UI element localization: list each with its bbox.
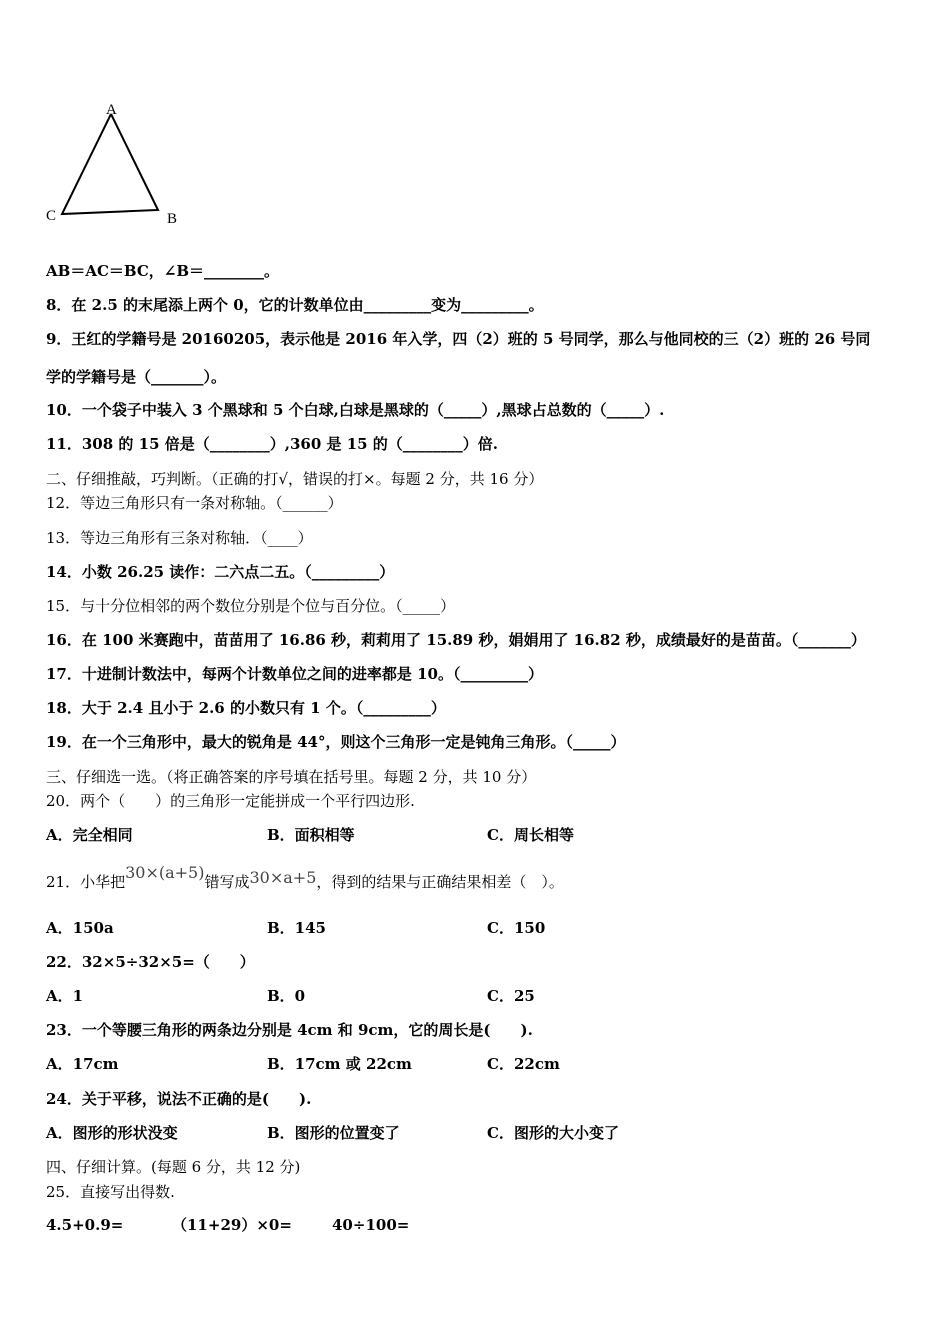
section-2-heading: 二、仔细推敲，巧判断。（正确的打√，错误的打×。每题 2 分，共 16 分） bbox=[46, 470, 544, 488]
question-24-stem: 24．关于平移，说法不正确的是( ). bbox=[46, 1090, 312, 1108]
triangle-shape bbox=[62, 114, 158, 214]
question-19: 19．在一个三角形中，最大的锐角是 44°，则这个三角形一定是钝角三角形。（_____） bbox=[46, 733, 626, 751]
question-15: 15．与十分位相邻的两个数位分别是个位与百分位。（_____） bbox=[46, 597, 456, 615]
question-9-line1: 9．王红的学籍号是 20160205，表示他是 2016 年入学，四（2）班的 5 号同学，那么与他同校的三（2）班的 26 号同 bbox=[46, 330, 871, 348]
q21-stem-pre: 21．小华把 bbox=[46, 873, 126, 891]
vertex-c-label: C bbox=[46, 208, 57, 224]
question-23-stem: 23．一个等腰三角形的两条边分别是 4cm 和 9cm，它的周长是( ). bbox=[46, 1021, 533, 1039]
question-18: 18．大于 2.4 且小于 2.6 的小数只有 1 个。（_________） bbox=[46, 699, 446, 717]
question-25-stem: 25．直接写出得数. bbox=[46, 1183, 175, 1201]
q21-stem-post: ，得到的结果与正确结果相差（ ）。 bbox=[316, 873, 564, 891]
q25-expression-2: （11+29）×0= bbox=[172, 1216, 292, 1234]
question-20-stem: 20．两个（ ）的三角形一定能拼成一个平行四边形. bbox=[46, 792, 415, 810]
q20-option-c: C．周长相等 bbox=[487, 826, 574, 844]
q22-option-a: A．1 bbox=[46, 987, 84, 1005]
question-10: 10．一个袋子中装入 3 个黑球和 5 个白球,白球是黑球的（_____）,黑球占总数的（_____）. bbox=[46, 401, 665, 419]
q21-option-c: C．150 bbox=[487, 919, 546, 937]
q21-option-b: B．145 bbox=[267, 919, 326, 937]
q24-option-a: A．图形的形状没变 bbox=[46, 1124, 178, 1142]
q25-expression-3: 40÷100= bbox=[332, 1216, 410, 1234]
section-3-heading: 三、仔细选一选。（将正确答案的序号填在括号里。每题 2 分，共 10 分） bbox=[46, 768, 537, 786]
q21-formula-correct: 30×(a+5) bbox=[125, 863, 205, 882]
question-13: 13．等边三角形有三条对称轴．（____） bbox=[46, 529, 313, 547]
q23-option-a: A．17cm bbox=[46, 1055, 119, 1073]
question-16: 16．在 100 米赛跑中，苗苗用了 16.86 秒，莉莉用了 15.89 秒，娟娟用了 16.82 秒，成绩最好的是苗苗。（_______） bbox=[46, 631, 866, 649]
q21-option-a: A．150a bbox=[46, 919, 114, 937]
question-14: 14．小数 26.25 读作：二六点二五。（_________） bbox=[46, 563, 395, 581]
q21-stem-mid: 错写成 bbox=[204, 873, 250, 891]
question-7-tail: AB＝AC＝BC，∠B＝________。 bbox=[46, 262, 280, 280]
question-21-stem bbox=[46, 863, 564, 892]
vertex-a-label: A bbox=[106, 102, 117, 118]
q24-option-c: C．图形的大小变了 bbox=[487, 1124, 619, 1142]
q23-option-b: B．17cm 或 22cm bbox=[267, 1055, 412, 1073]
question-22-stem: 22．32×5÷32×5=（ ） bbox=[46, 953, 255, 971]
q20-option-a: A．完全相同 bbox=[46, 826, 133, 844]
q21-formula-wrong: 30×a+5 bbox=[249, 868, 317, 887]
question-17: 17．十进制计数法中，每两个计数单位之间的进率都是 10。（_________） bbox=[46, 665, 543, 683]
section-4-heading: 四、仔细计算。(每题 6 分，共 12 分) bbox=[46, 1158, 301, 1176]
q23-option-c: C．22cm bbox=[487, 1055, 560, 1073]
q25-expression-1: 4.5+0.9= bbox=[46, 1216, 124, 1234]
question-11: 11．308 的 15 倍是（________）,360 是 15 的（________）倍. bbox=[46, 435, 499, 453]
question-12: 12．等边三角形只有一条对称轴。（______） bbox=[46, 494, 343, 512]
triangle-figure bbox=[40, 96, 240, 236]
question-8: 8．在 2.5 的末尾添上两个 0，它的计数单位由_________变为_________。 bbox=[46, 296, 544, 314]
q20-option-b: B．面积相等 bbox=[267, 826, 355, 844]
q24-option-b: B．图形的位置变了 bbox=[267, 1124, 400, 1142]
q22-option-b: B．0 bbox=[267, 987, 306, 1005]
q22-option-c: C．25 bbox=[487, 987, 535, 1005]
vertex-b-label: B bbox=[167, 211, 178, 227]
question-9-line2: 学的学籍号是（_______）。 bbox=[46, 368, 227, 386]
